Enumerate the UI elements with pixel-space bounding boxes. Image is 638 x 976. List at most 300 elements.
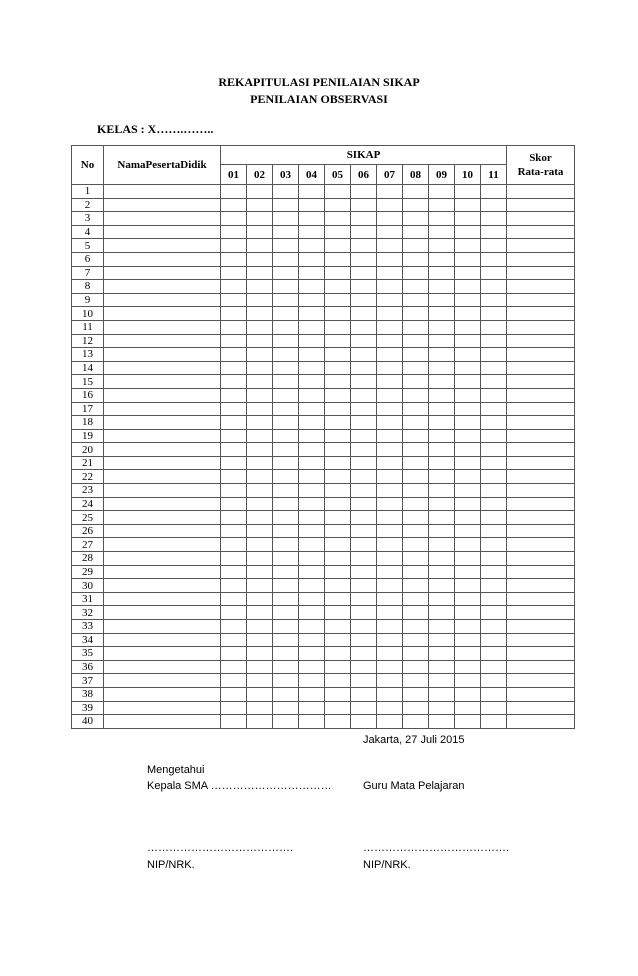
score-cell[interactable]: [481, 674, 507, 688]
score-cell[interactable]: [247, 660, 273, 674]
score-cell[interactable]: [299, 348, 325, 362]
score-cell[interactable]: [377, 429, 403, 443]
score-cell[interactable]: [429, 552, 455, 566]
score-cell[interactable]: [299, 660, 325, 674]
average-cell[interactable]: [507, 266, 575, 280]
score-cell[interactable]: [377, 484, 403, 498]
score-cell[interactable]: [273, 239, 299, 253]
score-cell[interactable]: [247, 647, 273, 661]
score-cell[interactable]: [325, 701, 351, 715]
score-cell[interactable]: [247, 633, 273, 647]
score-cell[interactable]: [299, 579, 325, 593]
score-cell[interactable]: [377, 280, 403, 294]
score-cell[interactable]: [481, 715, 507, 729]
score-cell[interactable]: [247, 185, 273, 199]
score-cell[interactable]: [455, 361, 481, 375]
score-cell[interactable]: [325, 565, 351, 579]
score-cell[interactable]: [403, 252, 429, 266]
average-cell[interactable]: [507, 606, 575, 620]
score-cell[interactable]: [247, 701, 273, 715]
score-cell[interactable]: [351, 239, 377, 253]
score-cell[interactable]: [221, 606, 247, 620]
score-cell[interactable]: [377, 620, 403, 634]
score-cell[interactable]: [403, 565, 429, 579]
score-cell[interactable]: [351, 375, 377, 389]
score-cell[interactable]: [429, 402, 455, 416]
score-cell[interactable]: [351, 579, 377, 593]
score-cell[interactable]: [455, 402, 481, 416]
score-cell[interactable]: [481, 334, 507, 348]
score-cell[interactable]: [299, 633, 325, 647]
score-cell[interactable]: [299, 239, 325, 253]
score-cell[interactable]: [403, 715, 429, 729]
score-cell[interactable]: [221, 280, 247, 294]
average-cell[interactable]: [507, 579, 575, 593]
score-cell[interactable]: [325, 225, 351, 239]
score-cell[interactable]: [403, 701, 429, 715]
score-cell[interactable]: [273, 470, 299, 484]
score-cell[interactable]: [481, 484, 507, 498]
score-cell[interactable]: [273, 212, 299, 226]
score-cell[interactable]: [481, 660, 507, 674]
score-cell[interactable]: [299, 674, 325, 688]
score-cell[interactable]: [247, 198, 273, 212]
score-cell[interactable]: [481, 429, 507, 443]
score-cell[interactable]: [481, 225, 507, 239]
score-cell[interactable]: [455, 511, 481, 525]
student-name-cell[interactable]: [104, 552, 221, 566]
score-cell[interactable]: [273, 185, 299, 199]
student-name-cell[interactable]: [104, 633, 221, 647]
score-cell[interactable]: [273, 633, 299, 647]
score-cell[interactable]: [351, 456, 377, 470]
average-cell[interactable]: [507, 334, 575, 348]
score-cell[interactable]: [221, 402, 247, 416]
score-cell[interactable]: [221, 429, 247, 443]
score-cell[interactable]: [403, 511, 429, 525]
average-cell[interactable]: [507, 552, 575, 566]
score-cell[interactable]: [351, 620, 377, 634]
score-cell[interactable]: [221, 252, 247, 266]
student-name-cell[interactable]: [104, 252, 221, 266]
score-cell[interactable]: [377, 715, 403, 729]
score-cell[interactable]: [325, 579, 351, 593]
score-cell[interactable]: [299, 647, 325, 661]
score-cell[interactable]: [403, 198, 429, 212]
score-cell[interactable]: [377, 307, 403, 321]
score-cell[interactable]: [455, 239, 481, 253]
score-cell[interactable]: [351, 252, 377, 266]
average-cell[interactable]: [507, 416, 575, 430]
score-cell[interactable]: [429, 633, 455, 647]
student-name-cell[interactable]: [104, 484, 221, 498]
average-cell[interactable]: [507, 497, 575, 511]
score-cell[interactable]: [299, 715, 325, 729]
score-cell[interactable]: [481, 606, 507, 620]
student-name-cell[interactable]: [104, 470, 221, 484]
score-cell[interactable]: [221, 320, 247, 334]
score-cell[interactable]: [351, 280, 377, 294]
score-cell[interactable]: [403, 375, 429, 389]
score-cell[interactable]: [325, 280, 351, 294]
score-cell[interactable]: [247, 552, 273, 566]
student-name-cell[interactable]: [104, 402, 221, 416]
score-cell[interactable]: [429, 660, 455, 674]
score-cell[interactable]: [377, 416, 403, 430]
score-cell[interactable]: [481, 348, 507, 362]
student-name-cell[interactable]: [104, 647, 221, 661]
average-cell[interactable]: [507, 388, 575, 402]
score-cell[interactable]: [351, 402, 377, 416]
score-cell[interactable]: [221, 647, 247, 661]
score-cell[interactable]: [351, 443, 377, 457]
score-cell[interactable]: [247, 320, 273, 334]
score-cell[interactable]: [351, 185, 377, 199]
score-cell[interactable]: [429, 484, 455, 498]
score-cell[interactable]: [351, 320, 377, 334]
student-name-cell[interactable]: [104, 497, 221, 511]
score-cell[interactable]: [221, 565, 247, 579]
score-cell[interactable]: [403, 388, 429, 402]
student-name-cell[interactable]: [104, 225, 221, 239]
score-cell[interactable]: [325, 647, 351, 661]
score-cell[interactable]: [403, 552, 429, 566]
score-cell[interactable]: [351, 416, 377, 430]
score-cell[interactable]: [455, 660, 481, 674]
score-cell[interactable]: [481, 416, 507, 430]
score-cell[interactable]: [273, 307, 299, 321]
score-cell[interactable]: [481, 402, 507, 416]
score-cell[interactable]: [455, 538, 481, 552]
score-cell[interactable]: [481, 701, 507, 715]
score-cell[interactable]: [429, 592, 455, 606]
score-cell[interactable]: [273, 198, 299, 212]
average-cell[interactable]: [507, 361, 575, 375]
score-cell[interactable]: [299, 416, 325, 430]
score-cell[interactable]: [351, 212, 377, 226]
score-cell[interactable]: [247, 416, 273, 430]
score-cell[interactable]: [247, 361, 273, 375]
score-cell[interactable]: [247, 307, 273, 321]
score-cell[interactable]: [247, 252, 273, 266]
score-cell[interactable]: [325, 674, 351, 688]
score-cell[interactable]: [429, 334, 455, 348]
score-cell[interactable]: [247, 470, 273, 484]
score-cell[interactable]: [481, 511, 507, 525]
score-cell[interactable]: [299, 429, 325, 443]
score-cell[interactable]: [221, 443, 247, 457]
average-cell[interactable]: [507, 538, 575, 552]
score-cell[interactable]: [481, 552, 507, 566]
score-cell[interactable]: [377, 565, 403, 579]
score-cell[interactable]: [247, 620, 273, 634]
score-cell[interactable]: [429, 416, 455, 430]
score-cell[interactable]: [221, 388, 247, 402]
student-name-cell[interactable]: [104, 293, 221, 307]
score-cell[interactable]: [429, 293, 455, 307]
student-name-cell[interactable]: [104, 239, 221, 253]
score-cell[interactable]: [455, 225, 481, 239]
score-cell[interactable]: [299, 552, 325, 566]
score-cell[interactable]: [351, 348, 377, 362]
score-cell[interactable]: [247, 456, 273, 470]
score-cell[interactable]: [325, 620, 351, 634]
score-cell[interactable]: [273, 579, 299, 593]
score-cell[interactable]: [273, 293, 299, 307]
score-cell[interactable]: [351, 660, 377, 674]
score-cell[interactable]: [299, 538, 325, 552]
score-cell[interactable]: [481, 185, 507, 199]
score-cell[interactable]: [273, 334, 299, 348]
score-cell[interactable]: [299, 198, 325, 212]
score-cell[interactable]: [403, 524, 429, 538]
score-cell[interactable]: [273, 402, 299, 416]
score-cell[interactable]: [429, 687, 455, 701]
score-cell[interactable]: [377, 552, 403, 566]
average-cell[interactable]: [507, 402, 575, 416]
score-cell[interactable]: [403, 307, 429, 321]
score-cell[interactable]: [273, 320, 299, 334]
score-cell[interactable]: [377, 497, 403, 511]
score-cell[interactable]: [351, 592, 377, 606]
score-cell[interactable]: [403, 606, 429, 620]
student-name-cell[interactable]: [104, 524, 221, 538]
student-name-cell[interactable]: [104, 606, 221, 620]
score-cell[interactable]: [221, 674, 247, 688]
score-cell[interactable]: [455, 620, 481, 634]
score-cell[interactable]: [429, 375, 455, 389]
score-cell[interactable]: [299, 320, 325, 334]
score-cell[interactable]: [351, 633, 377, 647]
score-cell[interactable]: [403, 293, 429, 307]
score-cell[interactable]: [273, 647, 299, 661]
score-cell[interactable]: [273, 252, 299, 266]
score-cell[interactable]: [299, 701, 325, 715]
average-cell[interactable]: [507, 484, 575, 498]
score-cell[interactable]: [403, 538, 429, 552]
score-cell[interactable]: [403, 185, 429, 199]
score-cell[interactable]: [273, 660, 299, 674]
score-cell[interactable]: [455, 348, 481, 362]
score-cell[interactable]: [325, 592, 351, 606]
score-cell[interactable]: [351, 647, 377, 661]
score-cell[interactable]: [403, 225, 429, 239]
score-cell[interactable]: [325, 524, 351, 538]
score-cell[interactable]: [455, 212, 481, 226]
score-cell[interactable]: [429, 361, 455, 375]
score-cell[interactable]: [481, 266, 507, 280]
average-cell[interactable]: [507, 225, 575, 239]
score-cell[interactable]: [377, 524, 403, 538]
score-cell[interactable]: [247, 266, 273, 280]
score-cell[interactable]: [377, 674, 403, 688]
score-cell[interactable]: [273, 552, 299, 566]
score-cell[interactable]: [299, 443, 325, 457]
score-cell[interactable]: [221, 266, 247, 280]
score-cell[interactable]: [429, 470, 455, 484]
score-cell[interactable]: [481, 592, 507, 606]
score-cell[interactable]: [299, 484, 325, 498]
average-cell[interactable]: [507, 293, 575, 307]
score-cell[interactable]: [377, 579, 403, 593]
score-cell[interactable]: [403, 647, 429, 661]
score-cell[interactable]: [403, 579, 429, 593]
score-cell[interactable]: [273, 484, 299, 498]
score-cell[interactable]: [351, 674, 377, 688]
average-cell[interactable]: [507, 701, 575, 715]
score-cell[interactable]: [481, 212, 507, 226]
average-cell[interactable]: [507, 592, 575, 606]
score-cell[interactable]: [221, 361, 247, 375]
average-cell[interactable]: [507, 198, 575, 212]
average-cell[interactable]: [507, 280, 575, 294]
score-cell[interactable]: [221, 198, 247, 212]
score-cell[interactable]: [377, 185, 403, 199]
score-cell[interactable]: [429, 252, 455, 266]
score-cell[interactable]: [221, 511, 247, 525]
score-cell[interactable]: [273, 674, 299, 688]
score-cell[interactable]: [351, 429, 377, 443]
score-cell[interactable]: [299, 293, 325, 307]
score-cell[interactable]: [273, 388, 299, 402]
score-cell[interactable]: [481, 388, 507, 402]
score-cell[interactable]: [273, 592, 299, 606]
score-cell[interactable]: [403, 633, 429, 647]
score-cell[interactable]: [221, 212, 247, 226]
score-cell[interactable]: [299, 266, 325, 280]
score-cell[interactable]: [299, 687, 325, 701]
score-cell[interactable]: [377, 606, 403, 620]
score-cell[interactable]: [455, 497, 481, 511]
score-cell[interactable]: [299, 565, 325, 579]
score-cell[interactable]: [377, 334, 403, 348]
score-cell[interactable]: [429, 388, 455, 402]
score-cell[interactable]: [221, 470, 247, 484]
score-cell[interactable]: [221, 225, 247, 239]
score-cell[interactable]: [325, 484, 351, 498]
score-cell[interactable]: [481, 633, 507, 647]
score-cell[interactable]: [247, 511, 273, 525]
score-cell[interactable]: [403, 456, 429, 470]
score-cell[interactable]: [455, 334, 481, 348]
score-cell[interactable]: [429, 579, 455, 593]
score-cell[interactable]: [221, 307, 247, 321]
score-cell[interactable]: [481, 497, 507, 511]
score-cell[interactable]: [377, 388, 403, 402]
score-cell[interactable]: [273, 266, 299, 280]
score-cell[interactable]: [403, 416, 429, 430]
student-name-cell[interactable]: [104, 266, 221, 280]
score-cell[interactable]: [325, 307, 351, 321]
student-name-cell[interactable]: [104, 701, 221, 715]
score-cell[interactable]: [429, 511, 455, 525]
score-cell[interactable]: [221, 715, 247, 729]
score-cell[interactable]: [351, 388, 377, 402]
score-cell[interactable]: [377, 687, 403, 701]
score-cell[interactable]: [481, 647, 507, 661]
score-cell[interactable]: [273, 538, 299, 552]
score-cell[interactable]: [221, 552, 247, 566]
score-cell[interactable]: [273, 280, 299, 294]
score-cell[interactable]: [377, 252, 403, 266]
score-cell[interactable]: [325, 687, 351, 701]
average-cell[interactable]: [507, 633, 575, 647]
student-name-cell[interactable]: [104, 185, 221, 199]
score-cell[interactable]: [429, 443, 455, 457]
score-cell[interactable]: [351, 225, 377, 239]
student-name-cell[interactable]: [104, 660, 221, 674]
score-cell[interactable]: [247, 348, 273, 362]
score-cell[interactable]: [377, 212, 403, 226]
score-cell[interactable]: [325, 252, 351, 266]
student-name-cell[interactable]: [104, 620, 221, 634]
score-cell[interactable]: [403, 320, 429, 334]
student-name-cell[interactable]: [104, 565, 221, 579]
score-cell[interactable]: [377, 470, 403, 484]
score-cell[interactable]: [455, 320, 481, 334]
score-cell[interactable]: [455, 484, 481, 498]
score-cell[interactable]: [247, 388, 273, 402]
average-cell[interactable]: [507, 429, 575, 443]
score-cell[interactable]: [221, 375, 247, 389]
score-cell[interactable]: [325, 320, 351, 334]
score-cell[interactable]: [403, 348, 429, 362]
student-name-cell[interactable]: [104, 388, 221, 402]
score-cell[interactable]: [351, 470, 377, 484]
score-cell[interactable]: [325, 552, 351, 566]
score-cell[interactable]: [247, 225, 273, 239]
score-cell[interactable]: [325, 443, 351, 457]
score-cell[interactable]: [377, 456, 403, 470]
score-cell[interactable]: [481, 320, 507, 334]
score-cell[interactable]: [325, 715, 351, 729]
student-name-cell[interactable]: [104, 456, 221, 470]
score-cell[interactable]: [455, 715, 481, 729]
score-cell[interactable]: [325, 375, 351, 389]
score-cell[interactable]: [377, 239, 403, 253]
score-cell[interactable]: [429, 266, 455, 280]
score-cell[interactable]: [455, 456, 481, 470]
score-cell[interactable]: [429, 674, 455, 688]
score-cell[interactable]: [299, 524, 325, 538]
score-cell[interactable]: [455, 701, 481, 715]
student-name-cell[interactable]: [104, 579, 221, 593]
score-cell[interactable]: [221, 620, 247, 634]
student-name-cell[interactable]: [104, 375, 221, 389]
score-cell[interactable]: [325, 456, 351, 470]
score-cell[interactable]: [403, 620, 429, 634]
score-cell[interactable]: [403, 239, 429, 253]
student-name-cell[interactable]: [104, 674, 221, 688]
score-cell[interactable]: [273, 701, 299, 715]
score-cell[interactable]: [377, 402, 403, 416]
score-cell[interactable]: [403, 443, 429, 457]
score-cell[interactable]: [273, 511, 299, 525]
score-cell[interactable]: [273, 429, 299, 443]
score-cell[interactable]: [481, 375, 507, 389]
score-cell[interactable]: [429, 212, 455, 226]
score-cell[interactable]: [325, 266, 351, 280]
score-cell[interactable]: [273, 497, 299, 511]
score-cell[interactable]: [325, 429, 351, 443]
score-cell[interactable]: [351, 293, 377, 307]
score-cell[interactable]: [455, 443, 481, 457]
average-cell[interactable]: [507, 456, 575, 470]
score-cell[interactable]: [481, 456, 507, 470]
score-cell[interactable]: [221, 497, 247, 511]
score-cell[interactable]: [299, 402, 325, 416]
score-cell[interactable]: [377, 660, 403, 674]
